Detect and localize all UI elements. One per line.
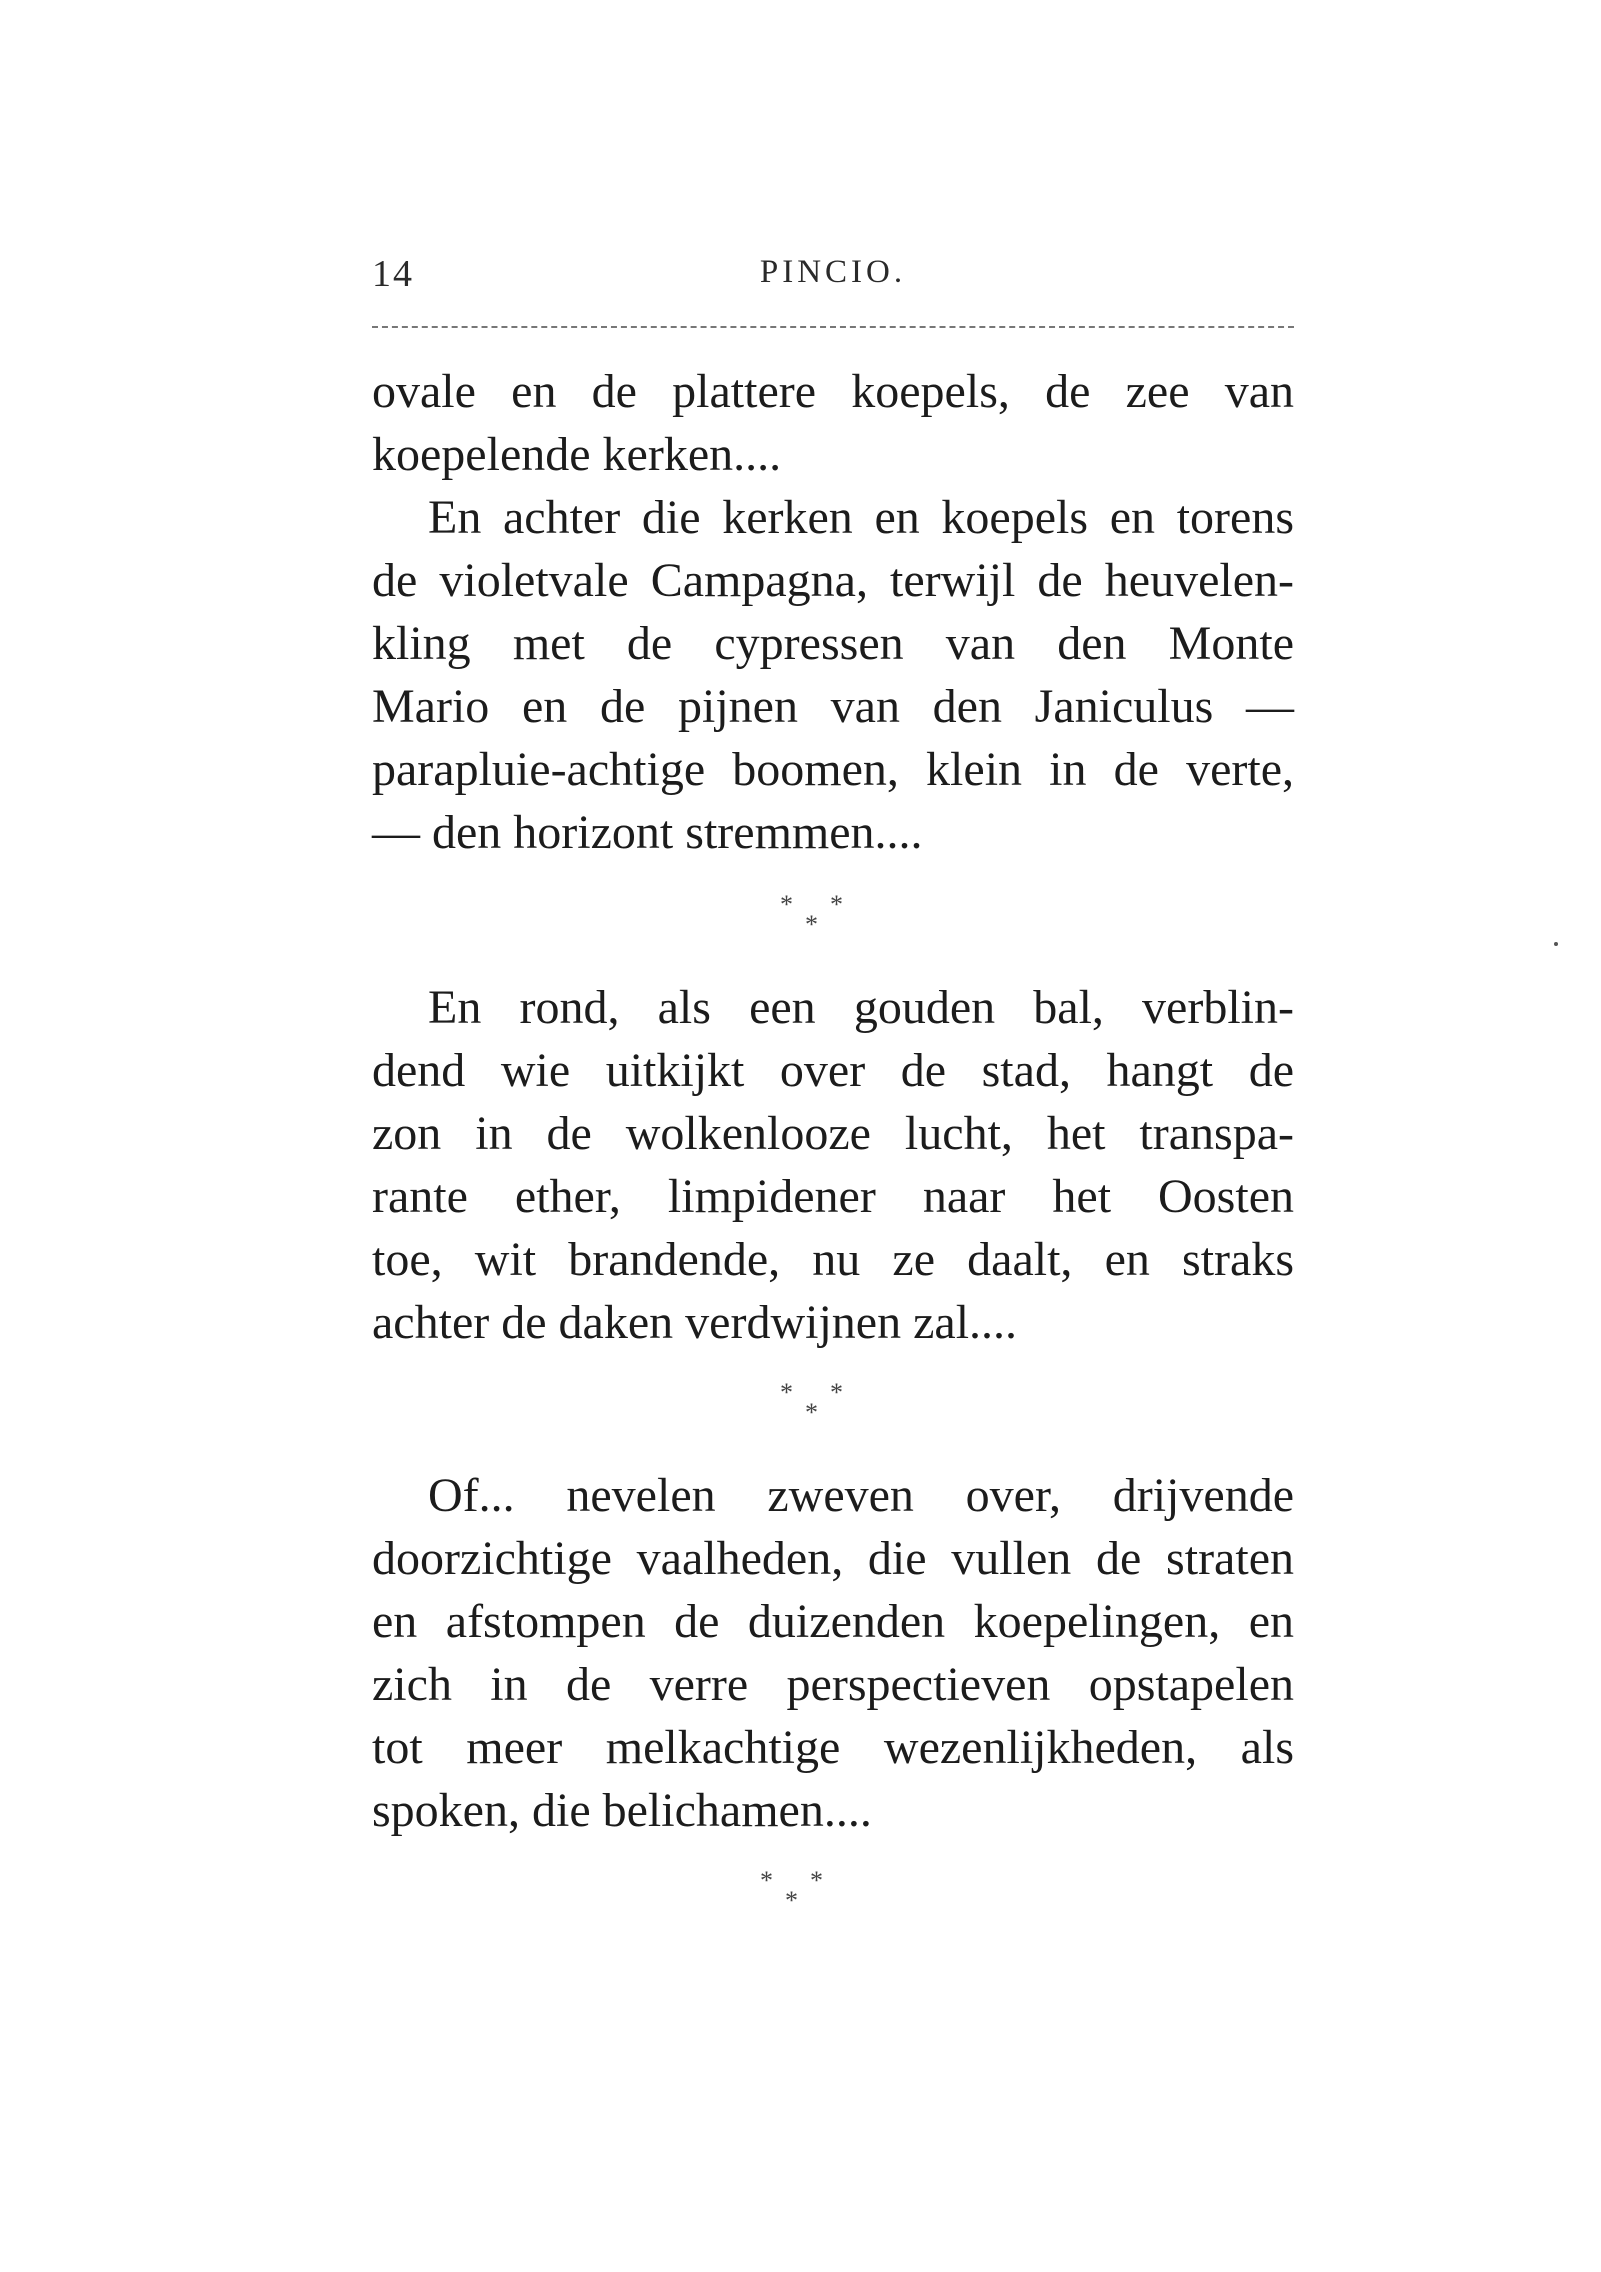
text-line: achter de daken verdwijnen zal....	[372, 1296, 1018, 1349]
text-line: En achter die kerken en koepels en torens	[428, 491, 1294, 544]
text-line: — den horizont stremmen....	[372, 806, 923, 859]
asterism-divider	[780, 1378, 900, 1438]
stray-ink-mark	[1554, 942, 1558, 946]
asterism-star: *	[785, 1886, 798, 1915]
paragraph-4	[372, 1464, 1294, 1842]
text-line: rante ether, limpidener naar het Oosten	[372, 1170, 1294, 1223]
text-line: tot meer melkachtige wezenlijkheden, als	[372, 1721, 1294, 1774]
text-line: dend wie uitkijkt over de stad, hangt de	[372, 1044, 1294, 1097]
text-line: koepelende kerken....	[372, 428, 782, 481]
text-line: doorzichtige vaalheden, die vullen de straten	[372, 1532, 1294, 1585]
text-line: de violetvale Campagna, terwijl de heuvelen-	[372, 554, 1294, 607]
running-head	[372, 252, 1294, 312]
paragraph-1	[372, 360, 1294, 486]
text-line: parapluie-achtige boomen, klein in de verte,	[372, 743, 1294, 796]
asterism-star: *	[780, 890, 793, 919]
page-number: 14	[372, 253, 414, 295]
asterism-star: *	[805, 910, 818, 939]
asterism-divider	[760, 1866, 880, 1926]
text-line: zon in de wolkenlooze lucht, het transpa-	[372, 1107, 1294, 1160]
asterism-star: *	[780, 1378, 793, 1407]
text-line: Mario en de pijnen van den Janiculus —	[372, 680, 1294, 733]
text-line: toe, wit brandende, nu ze daalt, en straks	[372, 1233, 1294, 1286]
asterism-star: *	[760, 1866, 773, 1895]
paragraph-3	[372, 976, 1294, 1354]
asterism-divider	[780, 890, 900, 950]
asterism-star: *	[830, 1378, 843, 1407]
asterism-star: *	[810, 1866, 823, 1895]
paragraph-2	[372, 486, 1294, 864]
text-line: en afstompen de duizenden koepelingen, en	[372, 1595, 1294, 1648]
text-line: spoken, die belichamen....	[372, 1784, 872, 1837]
running-title: PINCIO.	[759, 254, 907, 290]
text-line: zich in de verre perspectieven opstapelen	[372, 1658, 1294, 1711]
asterism-star: *	[830, 890, 843, 919]
text-line: En rond, als een gouden bal, verblin-	[428, 981, 1294, 1034]
text-line: kling met de cypressen van den Monte	[372, 617, 1294, 670]
text-line: Of... nevelen zweven over, drijvende	[428, 1469, 1294, 1522]
header-rule	[372, 326, 1294, 328]
text-line: ovale en de plattere koepels, de zee van	[372, 365, 1294, 418]
asterism-star: *	[805, 1398, 818, 1427]
